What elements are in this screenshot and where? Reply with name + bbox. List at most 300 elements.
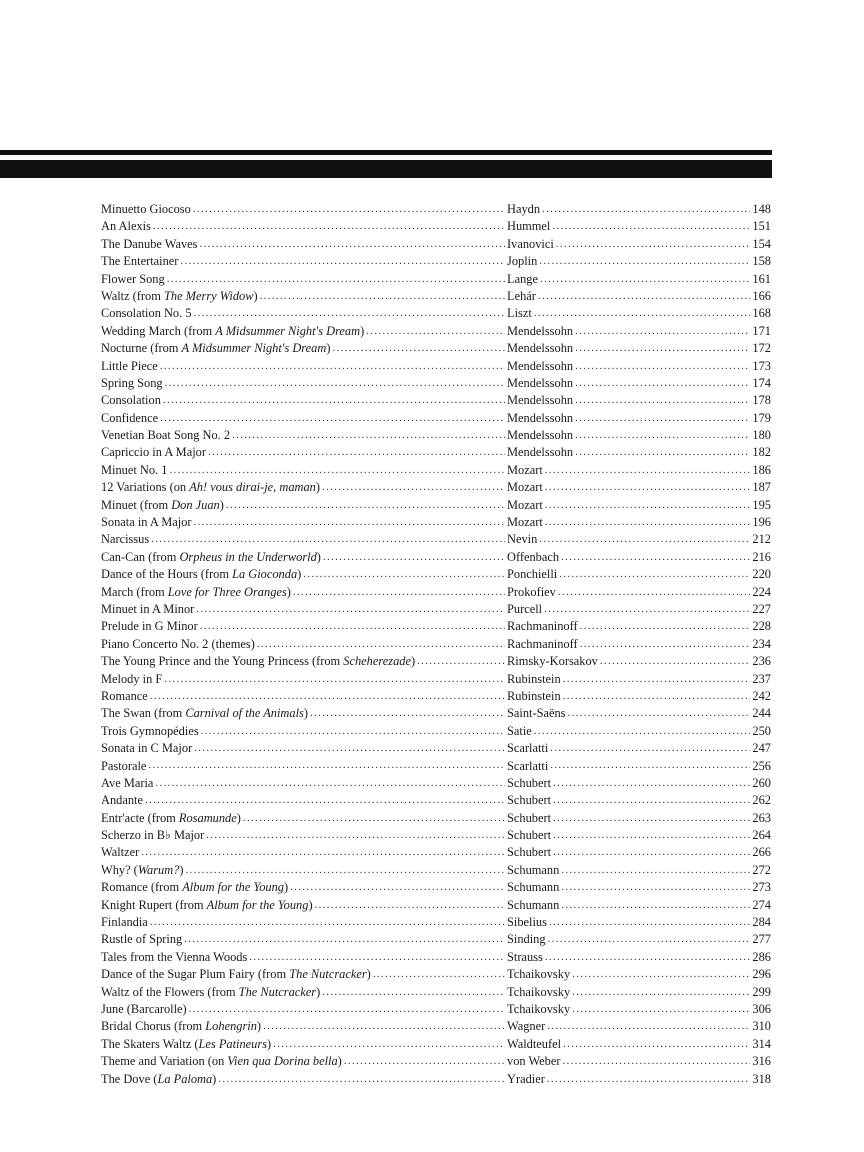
toc-entry	[101, 549, 771, 566]
toc-entry	[101, 584, 771, 601]
toc-entry	[101, 1036, 771, 1053]
dot-leader	[322, 479, 505, 496]
entry-title: The Danube Waves	[101, 236, 198, 251]
toc-entry	[101, 410, 771, 427]
entry-title: Consolation	[101, 393, 161, 408]
entry-title: Dance of the Sugar Plum Fairy (from The Nutcracker)	[101, 967, 371, 982]
entry-composer: Tchaikovsky	[507, 984, 571, 999]
entry-page-number: 151	[752, 219, 771, 234]
dot-leader	[160, 358, 505, 375]
dot-leader	[206, 827, 505, 844]
dot-leader	[260, 288, 505, 305]
dot-leader	[600, 653, 751, 670]
dot-leader	[155, 775, 505, 792]
entry-composer: Schumann	[507, 862, 560, 877]
entry-composer: Waldteufel	[507, 1036, 562, 1051]
entry-composer: Rimsky-Korsakov	[507, 654, 598, 669]
dot-leader	[545, 462, 751, 479]
dot-leader	[150, 914, 505, 931]
entry-composer: Ponchielli	[507, 567, 558, 582]
entry-composer: Scarlatti	[507, 758, 549, 773]
dot-leader	[545, 949, 751, 966]
dot-leader	[580, 636, 751, 653]
entry-composer: Mendelssohn	[507, 410, 574, 425]
entry-page-number: 284	[752, 915, 771, 930]
dot-leader	[540, 271, 750, 288]
entry-title: Confidence	[101, 410, 159, 425]
toc-entry	[101, 879, 771, 896]
entry-title: Trois Gymnopédies	[101, 723, 199, 738]
entry-title: Romance	[101, 688, 148, 703]
entry-page-number: 227	[752, 601, 771, 616]
toc-entry	[101, 740, 771, 757]
entry-title: The Young Prince and the Young Princess (from Scheherezade)	[101, 654, 416, 669]
toc-entry	[101, 1001, 771, 1018]
entry-title: Prelude in G Minor	[101, 619, 198, 634]
dot-leader	[180, 253, 505, 270]
entry-title: Ave Maria	[101, 775, 154, 790]
dot-leader	[417, 653, 505, 670]
dot-leader	[169, 462, 505, 479]
entry-composer: Lehár	[507, 288, 536, 303]
dot-leader	[562, 1053, 750, 1070]
dot-leader	[539, 253, 750, 270]
dot-leader	[575, 358, 750, 375]
entry-page-number: 266	[752, 845, 771, 860]
dot-leader	[539, 531, 750, 548]
dot-leader	[257, 636, 505, 653]
entry-title: Minuet (from Don Juan)	[101, 497, 224, 512]
toc-entry	[101, 792, 771, 809]
entry-title: Pastorale	[101, 758, 147, 773]
dot-leader	[194, 305, 505, 322]
entry-page-number: 274	[752, 897, 771, 912]
entry-title: Consolation No. 5	[101, 306, 192, 321]
entry-title: Waltz (from The Merry Widow)	[101, 288, 258, 303]
toc-entry	[101, 479, 771, 496]
dot-leader	[561, 549, 750, 566]
dot-leader	[366, 323, 505, 340]
dot-leader	[153, 218, 505, 235]
dot-leader	[542, 201, 750, 218]
toc-entry	[101, 218, 771, 235]
dot-leader	[534, 305, 751, 322]
dot-leader	[249, 949, 505, 966]
entry-page-number: 166	[752, 288, 771, 303]
entry-composer: Yradier	[507, 1071, 545, 1086]
entry-title: Sonata in C Major	[101, 741, 193, 756]
entry-title: Rustle of Spring	[101, 932, 183, 947]
entry-page-number: 244	[752, 706, 771, 721]
dot-leader	[575, 375, 750, 392]
dot-leader	[208, 444, 505, 461]
entry-page-number: 158	[752, 254, 771, 269]
dot-leader	[561, 862, 750, 879]
entry-page-number: 212	[752, 532, 771, 547]
entry-composer: Schubert	[507, 793, 552, 808]
dot-leader	[563, 688, 751, 705]
toc-entry	[101, 897, 771, 914]
dot-leader	[193, 201, 505, 218]
entry-title: The Swan (from Carnival of the Animals)	[101, 706, 308, 721]
entry-title: 12 Variations (on Ah! vous dirai-je, maman)	[101, 480, 321, 495]
entry-title: Can-Can (from Orpheus in the Underworld)	[101, 549, 321, 564]
entry-title: Waltzer	[101, 845, 140, 860]
dot-leader	[563, 671, 751, 688]
toc-entry	[101, 340, 771, 357]
toc-entry	[101, 671, 771, 688]
dot-leader	[552, 218, 750, 235]
entry-composer: Mendelssohn	[507, 358, 574, 373]
dot-leader	[547, 1071, 751, 1088]
entry-title: Minuetto Giocoso	[101, 202, 191, 216]
entry-composer: Schumann	[507, 880, 560, 895]
dot-leader	[553, 810, 750, 827]
dot-leader	[293, 584, 505, 601]
entry-composer: Joplin	[507, 254, 538, 269]
dot-leader	[575, 392, 750, 409]
entry-page-number: 286	[752, 949, 771, 964]
entry-page-number: 216	[752, 549, 771, 564]
dot-leader	[263, 1018, 505, 1035]
entry-title: The Skaters Waltz (Les Patineurs)	[101, 1036, 272, 1051]
toc-entry	[101, 862, 771, 879]
dot-leader	[572, 984, 750, 1001]
entry-page-number: 299	[752, 984, 771, 999]
entry-composer: Ivanovici	[507, 236, 554, 251]
entry-page-number: 247	[752, 741, 771, 756]
entry-composer: Mendelssohn	[507, 428, 574, 443]
toc-entry	[101, 358, 771, 375]
entry-page-number: 154	[752, 236, 771, 251]
entry-page-number: 242	[752, 688, 771, 703]
toc-entry	[101, 305, 771, 322]
dot-leader	[558, 584, 751, 601]
entry-title: Dance of the Hours (from La Gioconda)	[101, 567, 302, 582]
entry-title: Venetian Boat Song No. 2	[101, 428, 231, 443]
dot-leader	[344, 1053, 505, 1070]
dot-leader	[201, 723, 505, 740]
toc-entry	[101, 636, 771, 653]
entry-composer: Strauss	[507, 949, 543, 964]
dot-leader	[575, 410, 750, 427]
entry-title: Minuet in A Minor	[101, 601, 195, 616]
toc-entry	[101, 844, 771, 861]
entry-page-number: 228	[752, 619, 771, 634]
entry-composer: Nevin	[507, 532, 538, 547]
entry-title: Romance (from Album for the Young)	[101, 880, 289, 895]
toc-entry	[101, 1018, 771, 1035]
dot-leader	[196, 601, 505, 618]
dot-leader	[550, 758, 750, 775]
entry-title: Scherzo in B♭ Major	[101, 828, 205, 843]
dot-leader	[290, 879, 505, 896]
toc-entry	[101, 1071, 771, 1088]
entry-page-number: 180	[752, 428, 771, 443]
dot-leader	[575, 427, 750, 444]
entry-page-number: 314	[752, 1036, 771, 1051]
entry-title: June (Barcarolle)	[101, 1001, 187, 1016]
toc-entry	[101, 1053, 771, 1070]
entry-title: Tales from the Vienna Woods	[101, 949, 248, 964]
toc-entry	[101, 758, 771, 775]
entry-composer: Rachmaninoff	[507, 636, 578, 651]
entry-title: Spring Song	[101, 375, 163, 390]
entry-composer: Rubinstein	[507, 671, 561, 686]
toc-entry	[101, 497, 771, 514]
dot-leader	[163, 392, 505, 409]
toc-entry	[101, 966, 771, 983]
entry-title: Andante	[101, 793, 143, 808]
dot-leader	[184, 931, 505, 948]
entry-composer: Rubinstein	[507, 688, 561, 703]
dot-leader	[194, 514, 505, 531]
dot-leader	[549, 914, 750, 931]
toc-entry	[101, 271, 771, 288]
dot-leader	[164, 671, 505, 688]
entry-composer: Mozart	[507, 515, 543, 530]
entry-page-number: 174	[752, 375, 771, 390]
entry-composer: Wagner	[507, 1019, 546, 1034]
entry-title: Bridal Chorus (from Lohengrin)	[101, 1019, 262, 1034]
entry-page-number: 220	[752, 567, 771, 582]
dot-leader	[322, 984, 505, 1001]
dot-leader	[575, 323, 750, 340]
dot-leader	[332, 340, 505, 357]
entry-composer: Scarlatti	[507, 741, 549, 756]
toc-entry	[101, 392, 771, 409]
dot-leader	[572, 1001, 750, 1018]
entry-page-number: 262	[752, 793, 771, 808]
toc-entry	[101, 444, 771, 461]
entry-composer: Schubert	[507, 810, 552, 825]
toc-entry	[101, 253, 771, 270]
entry-composer: Sinding	[507, 932, 546, 947]
entry-title: Little Piece	[101, 358, 158, 373]
toc-entry	[101, 427, 771, 444]
toc-entry	[101, 653, 771, 670]
toc-entry	[101, 931, 771, 948]
dot-leader	[553, 844, 750, 861]
entry-composer: Mendelssohn	[507, 445, 574, 460]
dot-leader	[226, 497, 505, 514]
entry-page-number: 224	[752, 584, 771, 599]
entry-title: The Dove (La Paloma)	[101, 1071, 217, 1086]
toc-entry	[101, 775, 771, 792]
entry-title: Nocturne (from A Midsummer Night's Dream)	[101, 341, 331, 356]
entry-title: March (from Love for Three Oranges)	[101, 584, 291, 599]
entry-page-number: 273	[752, 880, 771, 895]
dot-leader	[545, 497, 751, 514]
entry-page-number: 256	[752, 758, 771, 773]
entry-title: Sonata in A Major	[101, 515, 192, 530]
dot-leader	[572, 966, 750, 983]
toc-entry	[101, 566, 771, 583]
dot-leader	[373, 966, 505, 983]
dot-leader	[167, 271, 505, 288]
dot-leader	[160, 410, 505, 427]
dot-leader	[200, 236, 506, 253]
entry-title: Knight Rupert (from Album for the Young)	[101, 897, 313, 912]
toc-entry	[101, 914, 771, 931]
entry-page-number: 178	[752, 393, 771, 408]
entry-composer: Mendelssohn	[507, 323, 574, 338]
dot-leader	[553, 775, 750, 792]
entry-page-number: 263	[752, 810, 771, 825]
dot-leader	[150, 688, 505, 705]
header-rule-thin	[0, 150, 772, 155]
entry-composer: von Weber	[507, 1054, 561, 1069]
dot-leader	[303, 566, 505, 583]
dot-leader	[145, 792, 505, 809]
entry-composer: Hummel	[507, 219, 551, 234]
entry-page-number: 179	[752, 410, 771, 425]
dot-leader	[580, 618, 751, 635]
toc-entry	[101, 236, 771, 253]
entry-page-number: 250	[752, 723, 771, 738]
dot-leader	[563, 1036, 750, 1053]
dot-leader	[568, 705, 751, 722]
toc-entry	[101, 601, 771, 618]
entry-title: Piano Concerto No. 2 (themes)	[101, 636, 255, 651]
table-of-contents	[101, 201, 771, 1088]
dot-leader	[323, 549, 505, 566]
dot-leader	[575, 444, 750, 461]
dot-leader	[561, 897, 750, 914]
entry-title: Finlandia	[101, 915, 148, 930]
dot-leader	[544, 601, 750, 618]
entry-title: Narcissus	[101, 532, 150, 547]
dot-leader	[553, 827, 750, 844]
entry-page-number: 264	[752, 828, 771, 843]
toc-entry	[101, 531, 771, 548]
entry-page-number: 237	[752, 671, 771, 686]
entry-title: Waltz of the Flowers (from The Nutcracker)	[101, 984, 321, 999]
entry-composer: Mendelssohn	[507, 341, 574, 356]
entry-page-number: 316	[752, 1054, 771, 1069]
dot-leader	[243, 810, 505, 827]
dot-leader	[151, 531, 505, 548]
dot-leader	[538, 288, 751, 305]
entry-page-number: 318	[752, 1071, 771, 1086]
dot-leader	[545, 479, 751, 496]
entry-title: Entr'acte (from Rosamunde)	[101, 810, 241, 825]
toc-entry	[101, 514, 771, 531]
entry-page-number: 182	[752, 445, 771, 460]
entry-page-number: 171	[752, 323, 771, 338]
toc-entry	[101, 618, 771, 635]
dot-leader	[315, 897, 505, 914]
toc-entry	[101, 462, 771, 479]
entry-composer: Mendelssohn	[507, 375, 574, 390]
dot-leader	[545, 514, 751, 531]
dot-leader	[218, 1071, 505, 1088]
dot-leader	[550, 740, 750, 757]
entry-composer: Tchaikovsky	[507, 967, 571, 982]
entry-composer: Sibelius	[507, 915, 547, 930]
entry-page-number: 161	[752, 271, 771, 286]
entry-composer: Liszt	[507, 306, 532, 321]
entry-page-number: 187	[752, 480, 771, 495]
dot-leader	[556, 236, 751, 253]
dot-leader	[186, 862, 506, 879]
toc-entry	[101, 375, 771, 392]
entry-page-number: 277	[752, 932, 771, 947]
entry-title: Capriccio in A Major	[101, 445, 206, 460]
entry-composer: Prokofiev	[507, 584, 556, 599]
entry-title: An Alexis	[101, 219, 151, 234]
dot-leader	[310, 705, 505, 722]
dot-leader	[200, 618, 505, 635]
entry-composer: Lange	[507, 271, 538, 286]
entry-page-number: 195	[752, 497, 771, 512]
entry-title: Flower Song	[101, 271, 165, 286]
entry-page-number: 196	[752, 515, 771, 530]
entry-page-number: 310	[752, 1019, 771, 1034]
toc-entry	[101, 949, 771, 966]
entry-title: Minuet No. 1	[101, 462, 168, 477]
dot-leader	[232, 427, 505, 444]
toc-entry	[101, 984, 771, 1001]
entry-composer: Tchaikovsky	[507, 1001, 571, 1016]
dot-leader	[194, 740, 505, 757]
entry-composer: Saint-Saëns	[507, 706, 566, 721]
toc-entry	[101, 810, 771, 827]
entry-page-number: 306	[752, 1001, 771, 1016]
entry-composer: Schubert	[507, 828, 552, 843]
dot-leader	[141, 844, 505, 861]
toc-entry	[101, 323, 771, 340]
entry-page-number: 186	[752, 462, 771, 477]
entry-page-number: 148	[752, 202, 771, 216]
entry-composer: Mendelssohn	[507, 393, 574, 408]
entry-page-number: 173	[752, 358, 771, 373]
entry-title: Why? (Warum?)	[101, 862, 184, 877]
dot-leader	[534, 723, 751, 740]
toc-entry	[101, 201, 771, 218]
entry-title: Wedding March (from A Midsummer Night's Dream)	[101, 323, 365, 338]
entry-composer: Satie	[507, 723, 532, 738]
entry-title: Theme and Variation (on Vien qua Dorina bella)	[101, 1054, 342, 1069]
dot-leader	[547, 1018, 750, 1035]
dot-leader	[548, 931, 751, 948]
entry-page-number: 172	[752, 341, 771, 356]
dot-leader	[559, 566, 750, 583]
dot-leader	[148, 758, 505, 775]
entry-page-number: 236	[752, 654, 771, 669]
entry-composer: Offenbach	[507, 549, 560, 564]
toc-entry	[101, 688, 771, 705]
entry-composer: Rachmaninoff	[507, 619, 578, 634]
entry-page-number: 272	[752, 862, 771, 877]
entry-composer: Mozart	[507, 462, 543, 477]
entry-composer: Schubert	[507, 845, 552, 860]
dot-leader	[575, 340, 750, 357]
entry-composer: Schubert	[507, 775, 552, 790]
entry-page-number: 260	[752, 775, 771, 790]
dot-leader	[189, 1001, 505, 1018]
entry-title: Melody in F	[101, 671, 163, 686]
entry-page-number: 168	[752, 306, 771, 321]
entry-composer: Mozart	[507, 497, 543, 512]
entry-title: The Entertainer	[101, 254, 179, 269]
toc-entry	[101, 288, 771, 305]
header-rule-thick	[0, 160, 772, 178]
dot-leader	[561, 879, 750, 896]
entry-composer: Haydn	[507, 202, 541, 216]
entry-composer: Schumann	[507, 897, 560, 912]
entry-composer: Mozart	[507, 480, 543, 495]
